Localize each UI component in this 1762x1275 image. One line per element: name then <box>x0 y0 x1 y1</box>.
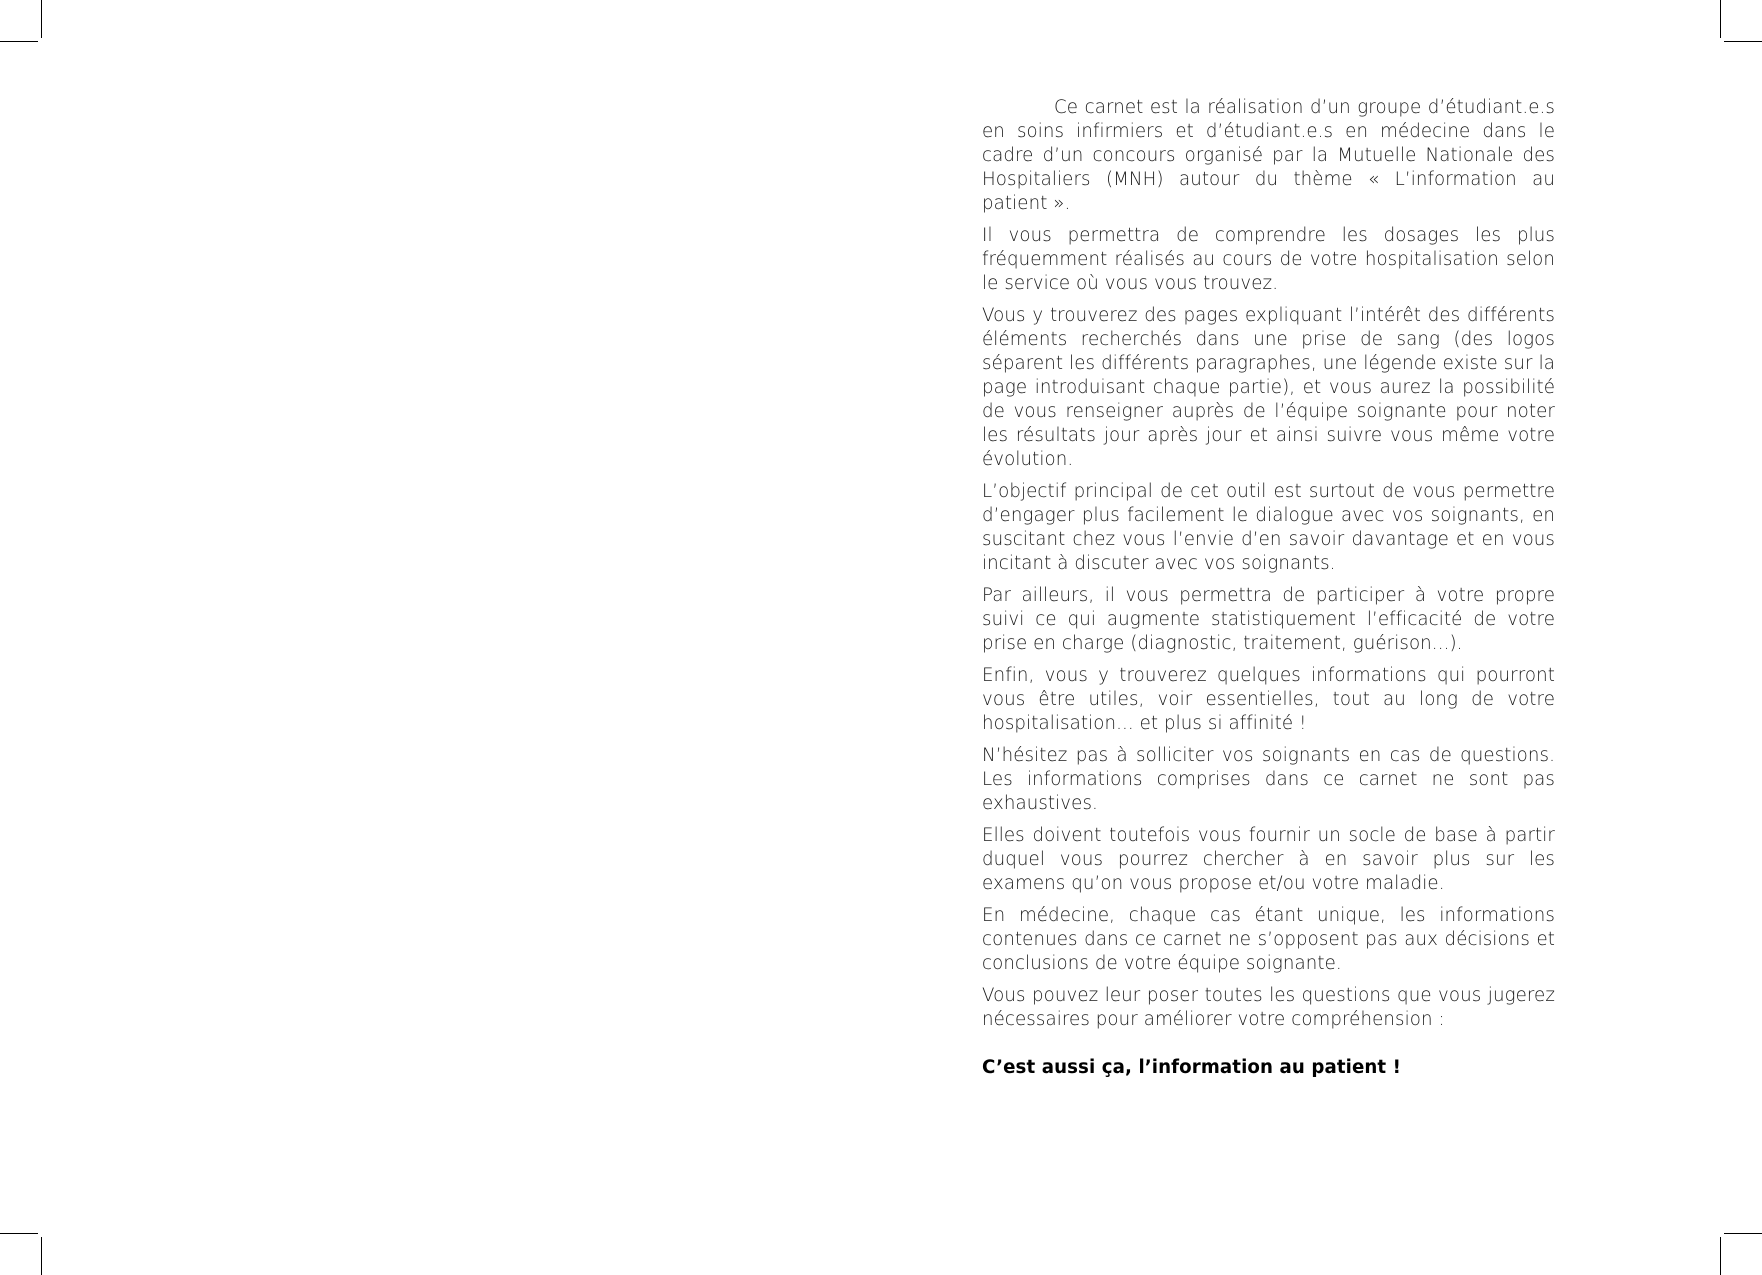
paragraph-8: Elles doivent toutefois vous fournir un socle de base à partir duquel vous pourrez chercher à en savoir plus sur les examens qu’on vous propose et/ou votre maladie. <box>982 825 1555 894</box>
paragraph-6: Enfin, vous y trouverez quelques informations qui pourront vous être utiles, voir essentielles, tout au long de votre hospitalisation... et plus si affinité ! <box>982 665 1555 734</box>
crop-mark-top-left-vertical <box>41 0 42 38</box>
closing-statement: C’est aussi ça, l’information au patient ! <box>982 1057 1402 1078</box>
paragraph-3: Vous y trouverez des pages expliquant l’intérêt des différents éléments recherchés dans une prise de sang (des logos séparent les différents paragraphes, une légende existe sur la page introduisant chaque partie), et vous aurez la possibilité de vous renseigner auprès de l’équipe soignante pour noter les résultats jour après jour et ainsi suivre vous même votre évolution. <box>982 305 1555 470</box>
paragraph-4: L’objectif principal de cet outil est surtout de vous permettre d’engager plus facilement le dialogue avec vos soignants, en suscitant chez vous l’envie d’en savoir davantage et en vous incitant à discuter avec vos soignants. <box>982 481 1555 574</box>
crop-mark-top-right-vertical <box>1720 0 1721 38</box>
paragraph-9: En médecine, chaque cas étant unique, les informations contenues dans ce carnet ne s’opposent pas aux décisions et conclusions de votre équipe soignante. <box>982 905 1555 974</box>
paragraph-5: Par ailleurs, il vous permettra de participer à votre propre suivi ce qui augmente statistiquement l’efficacité de votre prise en charge (diagnostic, traitement, guérison...). <box>982 585 1555 654</box>
crop-mark-bottom-left-horizontal <box>0 1233 38 1234</box>
crop-mark-bottom-left-vertical <box>41 1237 42 1275</box>
crop-mark-top-right-horizontal <box>1724 41 1762 42</box>
paragraph-1: Ce carnet est la réalisation d’un groupe d’étudiant.e.s en soins infirmiers et d’étudiant.e.s en médecine dans le cadre d’un concours organisé par la Mutuelle Nationale des Hospitaliers (MNH) autour du thème « L’information au patient ». <box>982 97 1555 214</box>
intro-text-column <box>982 96 1555 1080</box>
paragraph-7: N’hésitez pas à solliciter vos soignants en cas de questions. Les informations comprises dans ce carnet ne sont pas exhaustives. <box>982 745 1555 814</box>
crop-mark-top-left-horizontal <box>0 41 38 42</box>
crop-mark-bottom-right-vertical <box>1720 1237 1721 1275</box>
paragraph-2: Il vous permettra de comprendre les dosages les plus fréquemment réalisés au cours de votre hospitalisation selon le service où vous vous trouvez. <box>982 225 1555 294</box>
crop-mark-bottom-right-horizontal <box>1724 1233 1762 1234</box>
paragraph-10: Vous pouvez leur poser toutes les questions que vous jugerez nécessaires pour améliorer votre compréhension : <box>982 985 1555 1030</box>
